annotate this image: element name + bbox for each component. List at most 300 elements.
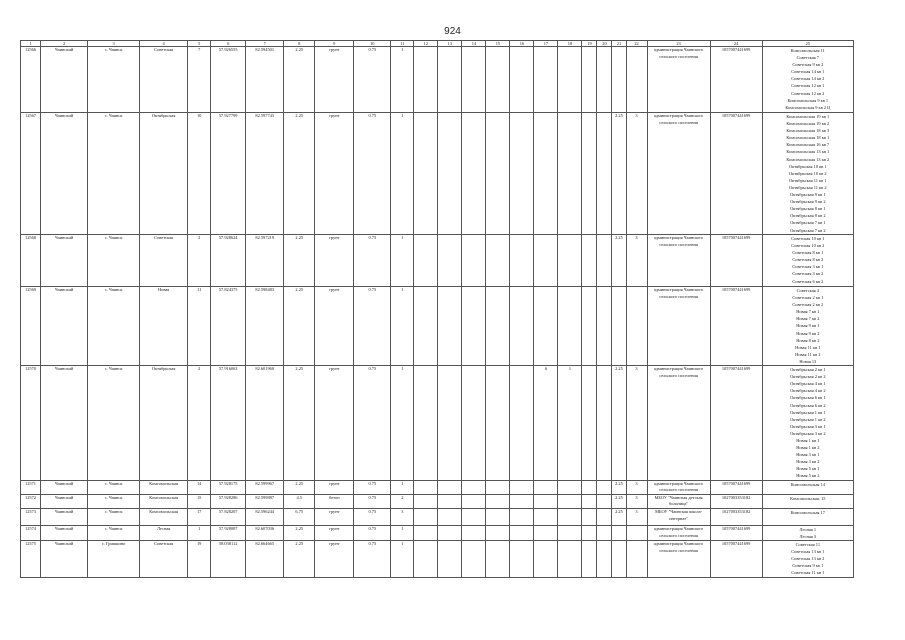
cell-empty (462, 525, 486, 540)
cell-surface: грунт (315, 525, 354, 540)
address-item: Новая 7 кв 1 (796, 309, 820, 315)
cell-c21: 3 (626, 508, 647, 525)
cell-c11: 1 (391, 525, 414, 540)
table-row (21, 480, 854, 494)
cell-id: 12568 (21, 235, 41, 287)
cell-empty (462, 47, 486, 113)
cell-empty (414, 113, 438, 235)
cell-c18 (558, 525, 582, 540)
cell-empty (582, 366, 597, 481)
address-item: Октябрьская 1 кв 1 (790, 409, 826, 415)
address-item: Октябрьская 9 кв 1 (790, 192, 826, 198)
cell-district: Чаинский (41, 494, 88, 508)
cell-surface: грунт (315, 113, 354, 235)
address-item: Советская 8 кв 2 (792, 257, 824, 263)
cell-c8: 2.25 (284, 541, 315, 577)
table-row (21, 287, 854, 366)
cell-empty (414, 235, 438, 287)
cell-empty (438, 235, 462, 287)
address-item: Комсомольская 19 кв 1 (786, 114, 830, 119)
address-item: Комсомольская 14 (790, 481, 825, 487)
address-item: Новая 5 кв 2 (796, 473, 820, 479)
cell-district: Чаинский (41, 541, 88, 577)
cell-lat: 57.927799 (211, 113, 246, 235)
address-item: Лесная 1 (799, 526, 817, 532)
cell-ogrn: 1027003353182 (710, 494, 762, 508)
cell-lon: 82.599967 (246, 480, 284, 494)
cell-c18 (558, 287, 582, 366)
table-row (21, 113, 854, 235)
column-header: 22 (626, 41, 647, 47)
address-item: Новая 1 кв 1 (796, 437, 820, 443)
cell-house: 2 (188, 235, 211, 287)
registry-table (20, 40, 854, 578)
cell-empty (414, 541, 438, 577)
address-item: Новая 9 кв 1 (796, 323, 820, 329)
address-list (762, 366, 853, 481)
cell-empty (582, 525, 597, 540)
address-item: Советская 10 кв 2 (791, 243, 825, 249)
cell-lat: 58.038112 (211, 541, 246, 577)
column-header: 12 (414, 41, 438, 47)
address-item: Октябрьская 6 кв 2 (790, 402, 826, 408)
cell-street: Октябрьская (140, 113, 188, 235)
address-item: Советская 2 кв 1 (792, 295, 824, 301)
cell-id: 12571 (21, 480, 41, 494)
column-header: 24 (710, 41, 762, 47)
cell-c21 (626, 287, 647, 366)
cell-c20: 2.25 (612, 480, 626, 494)
address-item: Комсомольская 13 кв 2 (786, 156, 830, 162)
cell-lon: 82.596244 (246, 508, 284, 525)
address-item: Новая 8 кв 2 (796, 337, 820, 343)
cell-empty (438, 508, 462, 525)
address-list (762, 525, 853, 540)
cell-c8: 4.5 (284, 494, 315, 508)
address-item: Советская 14 кв 2 (791, 76, 825, 82)
cell-c11: 1 (391, 113, 414, 235)
cell-ogrn: 1057007441699 (710, 480, 762, 494)
cell-c10: 0.75 (354, 494, 391, 508)
address-item: Комсомольская, 15 (790, 495, 826, 501)
cell-surface: грунт (315, 541, 354, 577)
cell-district: Чаинский (41, 508, 88, 525)
cell-empty (510, 508, 534, 525)
column-header: 2 (41, 41, 88, 47)
cell-c10: 0.75 (354, 235, 391, 287)
cell-surface: грунт (315, 47, 354, 113)
cell-empty (438, 525, 462, 540)
address-item: Комсомольская 11 (790, 48, 825, 53)
cell-empty (438, 366, 462, 481)
cell-c21 (626, 525, 647, 540)
cell-owner: МБОУ "Чаинская школа-интернат" (647, 508, 710, 525)
cell-house: 15 (188, 494, 211, 508)
cell-lat: 57.824375 (211, 287, 246, 366)
cell-c10: 0.75 (354, 480, 391, 494)
cell-empty (597, 366, 612, 481)
cell-c21: 3 (626, 366, 647, 481)
cell-empty (462, 480, 486, 494)
cell-empty (486, 113, 510, 235)
address-list (762, 47, 853, 113)
cell-surface: грунт (315, 366, 354, 481)
cell-settlement: с. Чаинск (88, 287, 140, 366)
address-item: Советская 12 кв 2 (791, 90, 825, 96)
address-item: Комсомольская 18 кв 1 (786, 135, 830, 141)
table-row (21, 366, 854, 481)
cell-settlement: с. Чаинск (88, 525, 140, 540)
cell-c17 (534, 113, 558, 235)
cell-empty (462, 508, 486, 525)
address-item: Советская 11 (795, 542, 821, 548)
column-header: 19 (582, 41, 597, 47)
address-item: Комсомольская 17 (790, 509, 825, 515)
cell-empty (597, 113, 612, 235)
cell-street: Комсомольская (140, 508, 188, 525)
column-header: 5 (188, 41, 211, 47)
cell-c11: 1 (391, 366, 414, 481)
cell-c10: 0.75 (354, 508, 391, 525)
cell-c17 (534, 480, 558, 494)
address-item: Октябрьская 4 кв 1 (790, 381, 826, 387)
cell-empty (597, 235, 612, 287)
cell-c10: 0.75 (354, 287, 391, 366)
cell-owner: администрация Чаинского сельского поселения (647, 541, 710, 577)
cell-empty (438, 480, 462, 494)
cell-owner: администрация Чаинского сельского поселения (647, 480, 710, 494)
cell-c20 (612, 287, 626, 366)
cell-c21 (626, 47, 647, 113)
cell-empty (597, 287, 612, 366)
address-item: Новая 1 кв 2 (796, 445, 820, 451)
cell-lon: 82.594501 (246, 47, 284, 113)
cell-ogrn: 1057007441699 (710, 235, 762, 287)
address-list (762, 480, 853, 494)
column-header: 8 (284, 41, 315, 47)
cell-surface: грунт (315, 235, 354, 287)
column-header: 17 (534, 41, 558, 47)
cell-c17 (534, 287, 558, 366)
address-item: Октябрьская 2 кв 1 (790, 367, 826, 373)
cell-street: Советская (140, 47, 188, 113)
cell-lat: 57.928087 (211, 525, 246, 540)
cell-house: 17 (188, 508, 211, 525)
cell-c8: 6.75 (284, 508, 315, 525)
cell-empty (486, 508, 510, 525)
address-list (762, 235, 853, 287)
address-item: Новая 11 кв 2 (795, 351, 821, 357)
cell-empty (438, 287, 462, 366)
cell-house: 7 (188, 47, 211, 113)
cell-c21: 3 (626, 480, 647, 494)
cell-empty (510, 113, 534, 235)
cell-street: Советская (140, 235, 188, 287)
cell-c20: 2.25 (612, 113, 626, 235)
cell-c17 (534, 525, 558, 540)
address-item: Октябрьская 10 кв 2 (788, 170, 827, 176)
table-row (21, 541, 854, 577)
cell-empty (597, 508, 612, 525)
cell-empty (438, 494, 462, 508)
cell-lat: 57.928286 (211, 494, 246, 508)
cell-lat: 57.928624 (211, 235, 246, 287)
address-item: Комсомольская 9 кв 1 (787, 97, 829, 103)
address-item: Новая 11 кв 1 (795, 344, 821, 350)
cell-ogrn: 1057007441699 (710, 47, 762, 113)
address-item: Новая 9 кв 2 (796, 330, 820, 336)
address-item: Советская 9 кв 2 (792, 62, 824, 68)
column-header: 11 (391, 41, 414, 47)
cell-ogrn: 1057007441699 (710, 366, 762, 481)
cell-c8: 2.25 (284, 480, 315, 494)
cell-settlement: с. Гришкино (88, 541, 140, 577)
address-item: Советская 13 кв 2 (791, 556, 825, 562)
cell-c18 (558, 480, 582, 494)
cell-empty (486, 541, 510, 577)
cell-settlement: с. Чаинск (88, 480, 140, 494)
cell-c11: 2 (391, 494, 414, 508)
cell-lon: 82.601960 (246, 366, 284, 481)
address-list (762, 508, 853, 525)
cell-empty (486, 525, 510, 540)
cell-id: 12567 (21, 113, 41, 235)
cell-empty (582, 541, 597, 577)
cell-empty (486, 494, 510, 508)
cell-empty (510, 47, 534, 113)
cell-empty (597, 47, 612, 113)
cell-c20: 2.25 (612, 235, 626, 287)
cell-empty (510, 525, 534, 540)
cell-c20: 2.25 (612, 494, 626, 508)
address-item: Советская 7 (796, 55, 819, 61)
cell-lon: 82.597743 (246, 113, 284, 235)
cell-c8: 2.25 (284, 287, 315, 366)
cell-house: 2 (188, 366, 211, 481)
cell-house: 14 (188, 480, 211, 494)
cell-c10: 0.75 (354, 541, 391, 577)
cell-empty (486, 287, 510, 366)
address-item: Советская 8 кв 1 (792, 250, 824, 256)
cell-empty (462, 541, 486, 577)
cell-owner: МБОУ "Чаинская детская больница" (647, 494, 710, 508)
cell-c8: 2.25 (284, 366, 315, 481)
cell-empty (510, 480, 534, 494)
cell-settlement: с. Чаинск (88, 113, 140, 235)
cell-district: Чаинский (41, 113, 88, 235)
address-item: Новая 5 кв 1 (796, 466, 820, 472)
cell-empty (414, 525, 438, 540)
address-item: Октябрьская 7 кв 1 (790, 220, 826, 226)
cell-c20 (612, 541, 626, 577)
cell-empty (462, 113, 486, 235)
cell-ogrn: 1027003353182 (710, 508, 762, 525)
cell-empty (414, 366, 438, 481)
cell-c8: 2.25 (284, 47, 315, 113)
address-item: Советская 3 кв 2 (792, 271, 824, 277)
address-item: Октябрьская 7 кв 2 (790, 227, 826, 233)
cell-id: 12574 (21, 525, 41, 540)
cell-owner: администрация Чаинского сельского поселения (647, 366, 710, 481)
address-item: Октябрьская 3 кв 1 (790, 423, 826, 429)
cell-empty (462, 494, 486, 508)
cell-c11: 1 (391, 235, 414, 287)
cell-empty (486, 480, 510, 494)
cell-empty (510, 235, 534, 287)
cell-district: Чаинский (41, 47, 88, 113)
cell-c18 (558, 541, 582, 577)
cell-empty (486, 235, 510, 287)
address-item: Комсомольская 19 кв 2 (786, 121, 830, 127)
cell-id: 12570 (21, 366, 41, 481)
cell-empty (414, 47, 438, 113)
table-row (21, 508, 854, 525)
cell-c18 (558, 113, 582, 235)
column-header: 20 (597, 41, 612, 47)
cell-c10: 0.75 (354, 47, 391, 113)
cell-district: Чаинский (41, 287, 88, 366)
cell-c18 (558, 508, 582, 525)
address-item: Октябрьская 2 кв 2 (790, 374, 826, 380)
cell-c8: 2.25 (284, 235, 315, 287)
cell-c21 (626, 541, 647, 577)
cell-c17 (534, 47, 558, 113)
address-item: Октябрьская 11 кв 1 (789, 177, 827, 183)
cell-house: 10 (188, 113, 211, 235)
cell-ogrn: 1057007441699 (710, 287, 762, 366)
table-row (21, 525, 854, 540)
address-item: Новая 3 кв 2 (796, 459, 820, 465)
cell-empty (510, 287, 534, 366)
address-item: Комсомольская 9 кв 2 Ц (785, 104, 831, 110)
address-item: Советская 11 кв 1 (791, 570, 825, 576)
cell-empty (414, 480, 438, 494)
cell-lon: 82.598483 (246, 287, 284, 366)
cell-c17 (534, 508, 558, 525)
cell-empty (582, 235, 597, 287)
address-item: Октябрьская 4 кв 2 (790, 388, 826, 394)
cell-street: Лесная (140, 525, 188, 540)
cell-owner: администрация Чаинского сельского поселения (647, 235, 710, 287)
cell-c21: 3 (626, 113, 647, 235)
cell-surface: грунт (315, 480, 354, 494)
cell-empty (510, 366, 534, 481)
cell-id: 12573 (21, 508, 41, 525)
cell-owner: администрация Чаинского сельского поселения (647, 47, 710, 113)
column-header: 16 (510, 41, 534, 47)
table-row (21, 235, 854, 287)
column-header: 4 (140, 41, 188, 47)
cell-owner: администрация Чаинского сельского поселения (647, 287, 710, 366)
column-header: 21 (612, 41, 626, 47)
address-item: Советская 9 кв 1 (792, 563, 824, 569)
cell-id: 12569 (21, 287, 41, 366)
column-header: 9 (315, 41, 354, 47)
address-item: Советская 4 (796, 288, 819, 293)
address-item: Советская 13 кв 1 (791, 549, 825, 555)
cell-c11: 1 (391, 541, 414, 577)
cell-empty (510, 541, 534, 577)
cell-surface: грунт (315, 508, 354, 525)
cell-empty (414, 494, 438, 508)
cell-empty (486, 366, 510, 481)
address-item: Октябрьская 8 кв 2 (790, 213, 826, 219)
cell-district: Чаинский (41, 480, 88, 494)
cell-empty (582, 113, 597, 235)
cell-surface: грунт (315, 287, 354, 366)
cell-lon: 82.597219 (246, 235, 284, 287)
cell-house: 1 (188, 525, 211, 540)
cell-empty (597, 494, 612, 508)
cell-street: Советская (140, 541, 188, 577)
cell-id: 12575 (21, 541, 41, 577)
cell-c17 (534, 235, 558, 287)
column-header: 3 (88, 41, 140, 47)
cell-empty (462, 366, 486, 481)
address-item: Советская 14 кв 1 (791, 69, 825, 75)
cell-empty (582, 494, 597, 508)
cell-district: Чаинский (41, 525, 88, 540)
address-item: Советская 3 кв 1 (792, 264, 824, 270)
cell-c18 (558, 494, 582, 508)
cell-empty (462, 235, 486, 287)
address-list (762, 113, 853, 235)
cell-settlement: с. Чаинск (88, 366, 140, 481)
cell-c20: 2.25 (612, 366, 626, 481)
cell-settlement: с. Чаинск (88, 508, 140, 525)
column-header: 14 (462, 41, 486, 47)
cell-settlement: с. Чаинск (88, 494, 140, 508)
cell-empty (597, 541, 612, 577)
cell-street: Комсомольская (140, 494, 188, 508)
address-item: Октябрьская 11 кв 2 (789, 184, 827, 190)
cell-c10: 0.75 (354, 525, 391, 540)
cell-c10: 0.75 (354, 113, 391, 235)
cell-empty (597, 525, 612, 540)
cell-district: Чаинский (41, 235, 88, 287)
address-item: Комсомольская 16 кв 7 (786, 142, 830, 148)
cell-owner: администрация Чаинского сельского поселения (647, 113, 710, 235)
cell-street: Новая (140, 287, 188, 366)
address-item: Октябрьская 1 кв 2 (790, 416, 826, 422)
cell-street: Октябрьская (140, 366, 188, 481)
address-item: Лесная 3 (799, 534, 817, 539)
address-item: Новая 13 (799, 358, 817, 364)
column-header: 6 (211, 41, 246, 47)
cell-empty (582, 480, 597, 494)
cell-c8: 2.25 (284, 525, 315, 540)
cell-lat: 57.928175 (211, 480, 246, 494)
cell-house: 19 (188, 541, 211, 577)
address-item: Комсомольская 18 кв 3 (786, 128, 830, 134)
address-list (762, 541, 853, 577)
cell-street: Комсомольская (140, 480, 188, 494)
cell-empty (414, 287, 438, 366)
cell-lat: 57.828207 (211, 508, 246, 525)
cell-c20: 2.25 (612, 508, 626, 525)
column-header: 13 (438, 41, 462, 47)
cell-c18 (558, 47, 582, 113)
address-item: Советская 2 кв 2 (792, 302, 824, 308)
cell-lat: 57.916063 (211, 366, 246, 481)
cell-settlement: с. Чаинск (88, 235, 140, 287)
cell-district: Чаинский (41, 366, 88, 481)
address-item: Октябрьская 3 кв 2 (790, 430, 826, 436)
column-header: 23 (647, 41, 710, 47)
cell-c21: 3 (626, 235, 647, 287)
column-header: 15 (486, 41, 510, 47)
cell-empty (414, 508, 438, 525)
